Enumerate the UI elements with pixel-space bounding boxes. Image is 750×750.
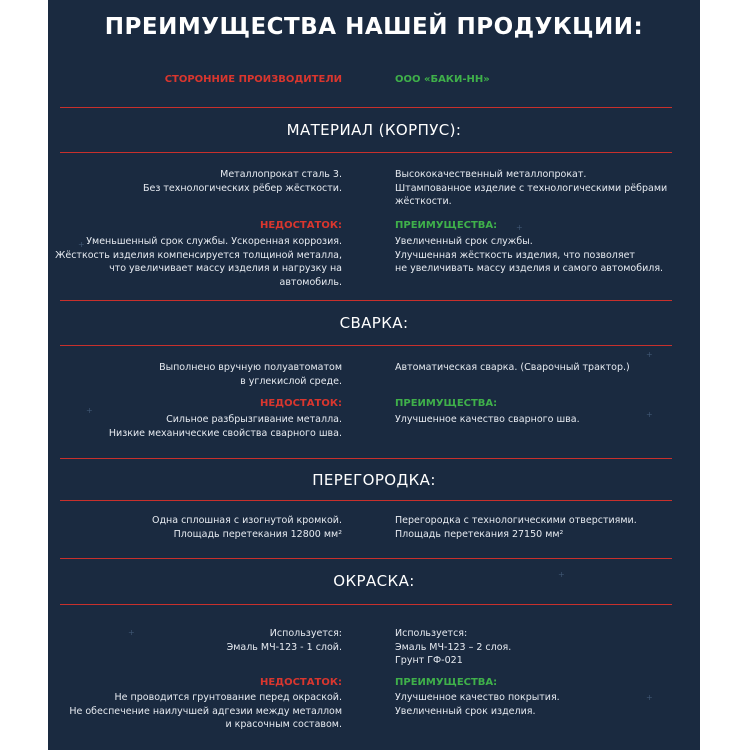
section-divider (60, 345, 672, 346)
decor-dot: + (558, 570, 565, 579)
welding-competitor-points: Сильное разбрызгивание металла. Низкие механические свойства сварного шва. (108, 414, 342, 439)
painting-company-desc: Используется: Эмаль МЧ-123 – 2 слоя. Грунт ГФ-021 (395, 628, 512, 666)
section-title-partition: ПЕРЕГОРОДКА: (312, 471, 436, 489)
section-divider (60, 300, 672, 301)
welding-disadvantage-label: НЕДОСТАТОК: (259, 398, 342, 409)
painting-company-points: Улучшенное качество покрытия. Увеличенный срок изделия. (395, 692, 560, 717)
welding-company-points: Улучшенное качество сварного шва. (395, 414, 580, 425)
decor-dot: + (128, 628, 135, 637)
section-divider (60, 458, 672, 459)
section-title-material: МАТЕРИАЛ (КОРПУС): (286, 121, 462, 139)
decor-dot: + (516, 223, 523, 232)
partition-competitor-desc: Одна сплошная с изогнутой кромкой. Площадь перетекания 12800 мм² (151, 515, 342, 540)
painting-competitor-desc: Используется: Эмаль МЧ-123 - 1 слой. (226, 628, 342, 653)
comparison-panel (48, 0, 700, 750)
decor-dot: + (646, 693, 653, 702)
partition-company-desc: Перегородка с технологическими отверстиями. Площадь перетекания 27150 мм² (395, 515, 637, 540)
material-disadvantage-label: НЕДОСТАТОК: (259, 220, 342, 231)
column-header-competitors: СТОРОННИЕ ПРОИЗВОДИТЕЛИ (164, 74, 342, 85)
section-title-painting: ОКРАСКА: (333, 572, 415, 590)
section-divider (60, 500, 672, 501)
section-divider (60, 107, 672, 108)
painting-disadvantage-label: НЕДОСТАТОК: (259, 677, 342, 688)
material-advantage-label: ПРЕИМУЩЕСТВА: (395, 220, 498, 231)
page-title: ПРЕИМУЩЕСТВА НАШЕЙ ПРОДУКЦИИ: (104, 14, 644, 40)
section-divider (60, 604, 672, 605)
painting-competitor-points: Не проводится грунтование перед окраской. Не обеспечение наилучшей адгезии между металлом и красочным составом. (69, 692, 342, 730)
welding-advantage-label: ПРЕИМУЩЕСТВА: (395, 398, 498, 409)
section-title-welding: СВАРКА: (339, 314, 409, 332)
material-competitor-desc: Металлопрокат сталь 3. Без технологических рёбер жёсткости. (142, 169, 342, 194)
decor-dot: + (86, 406, 93, 415)
section-divider (60, 558, 672, 559)
column-header-company: ООО «БАКИ-НН» (395, 74, 490, 85)
painting-advantage-label: ПРЕИМУЩЕСТВА: (395, 677, 498, 688)
decor-dot: + (646, 410, 653, 419)
welding-company-desc: Автоматическая сварка. (Сварочный трактор.) (395, 362, 630, 373)
welding-competitor-desc: Выполнено вручную полуавтоматом в углекислой среде. (159, 362, 342, 387)
decor-dot: + (78, 240, 85, 249)
decor-dot: + (646, 350, 653, 359)
material-competitor-points: Уменьшенный срок службы. Ускоренная коррозия. Жёсткость изделия компенсируется толщиной металла, что увеличивает массу изделия и нагрузку на автомобиль. (55, 236, 342, 288)
material-company-desc: Высококачественный металлопрокат. Штампованное изделие с технологическими рёбрами жёсткости. (395, 169, 668, 207)
material-company-points: Увеличенный срок службы. Улучшенная жёсткость изделия, что позволяет не увеличивать массу изделия и самого автомобиля. (395, 236, 664, 274)
section-divider (60, 152, 672, 153)
